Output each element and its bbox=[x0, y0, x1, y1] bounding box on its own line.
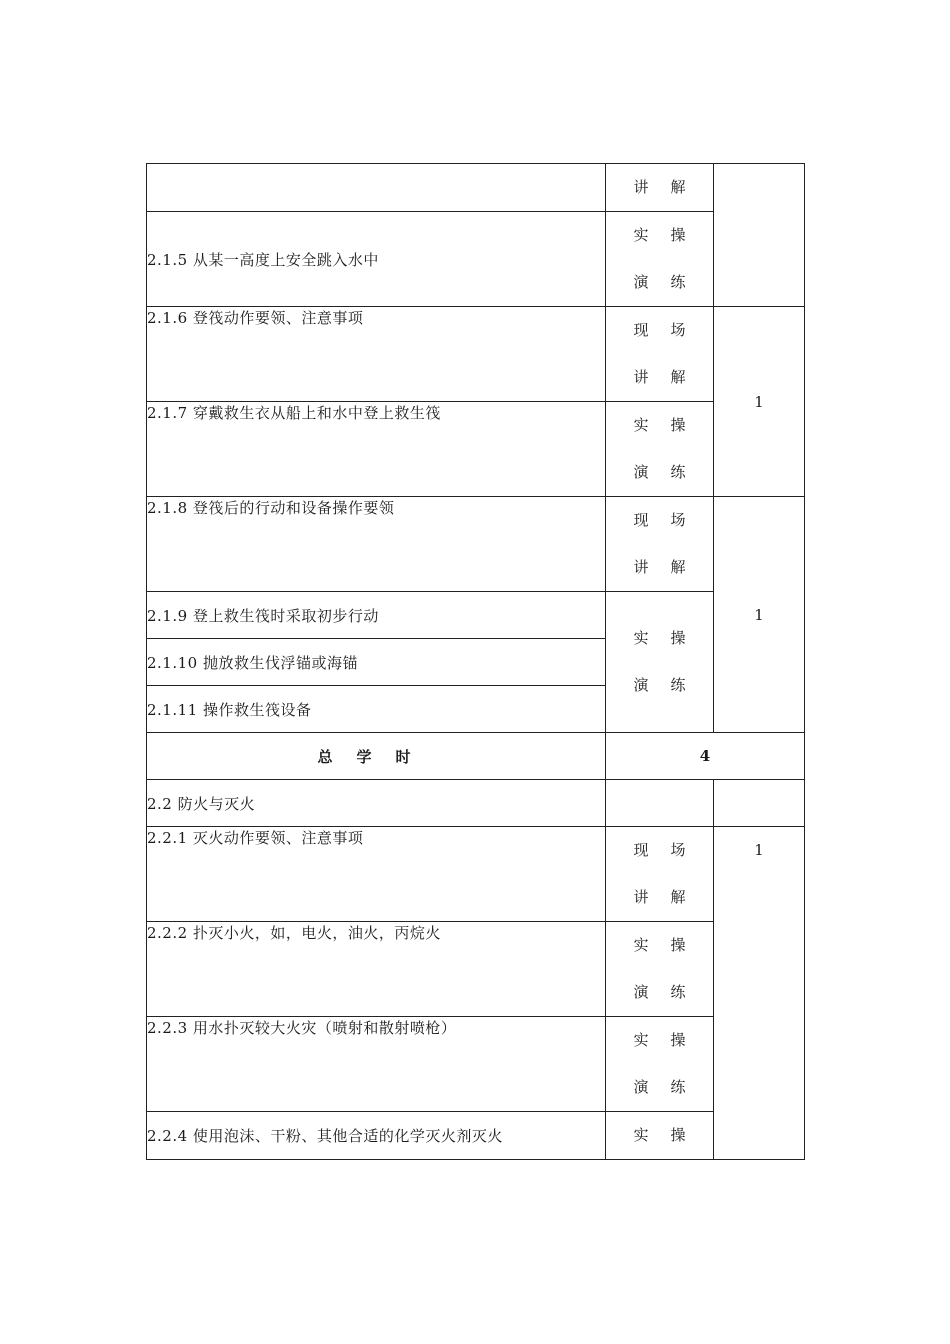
hours-cell: 1 bbox=[714, 307, 805, 497]
table-row bbox=[147, 922, 805, 1017]
table-row bbox=[147, 212, 805, 307]
method-cell bbox=[606, 780, 714, 827]
method-line: 讲解 bbox=[633, 178, 708, 196]
hours-cell bbox=[714, 164, 805, 307]
method-line: 现场 bbox=[633, 841, 708, 859]
topic-cell: 2.1.11 操作救生筏设备 bbox=[147, 686, 606, 733]
course-table bbox=[146, 163, 805, 1160]
total-hours-label: 总学时 bbox=[147, 733, 606, 780]
table-row bbox=[147, 1017, 805, 1112]
table-row bbox=[147, 1112, 805, 1160]
method-line: 实操 bbox=[633, 629, 708, 647]
hours-cell: 1 bbox=[714, 827, 805, 1160]
method-line: 演练 bbox=[633, 676, 708, 694]
section-heading: 2.2 防火与灭火 bbox=[147, 780, 606, 827]
topic-cell: 2.1.9 登上救生筏时采取初步行动 bbox=[147, 592, 606, 639]
hours-cell: 1 bbox=[714, 497, 805, 733]
method-cell bbox=[606, 307, 714, 402]
table-row bbox=[147, 780, 805, 827]
method-line: 实操 bbox=[633, 936, 708, 954]
topic-cell: 2.1.10 抛放救生伐浮锚或海锚 bbox=[147, 639, 606, 686]
method-line: 实操 bbox=[633, 1031, 708, 1049]
table-row bbox=[147, 592, 805, 639]
table-row bbox=[147, 497, 805, 592]
method-line: 实操 bbox=[633, 416, 708, 434]
method-cell bbox=[606, 592, 714, 733]
method-line: 现场 bbox=[633, 321, 708, 339]
method-line: 实操 bbox=[633, 1126, 708, 1144]
method-line: 演练 bbox=[633, 1078, 708, 1096]
method-cell bbox=[606, 402, 714, 497]
method-cell bbox=[606, 922, 714, 1017]
topic-cell: 2.2.1 灭火动作要领、注意事项 bbox=[147, 827, 606, 922]
total-hours-value: 4 bbox=[606, 733, 805, 780]
method-cell bbox=[606, 164, 714, 212]
topic-cell: 2.2.3 用水扑灭较大火灾（喷射和散射喷枪） bbox=[147, 1017, 606, 1112]
method-line: 演练 bbox=[633, 463, 708, 481]
method-line: 现场 bbox=[633, 511, 708, 529]
topic-cell: 2.2.4 使用泡沫、干粉、其他合适的化学灭火剂灭火 bbox=[147, 1112, 606, 1160]
method-line: 实操 bbox=[633, 226, 708, 244]
method-cell bbox=[606, 212, 714, 307]
topic-cell: 2.1.5 从某一高度上安全跳入水中 bbox=[147, 212, 606, 307]
method-line: 讲解 bbox=[633, 888, 708, 906]
hours-cell bbox=[714, 780, 805, 827]
method-line: 演练 bbox=[633, 273, 708, 291]
method-line: 演练 bbox=[633, 983, 708, 1001]
table-row bbox=[147, 164, 805, 212]
method-line: 讲解 bbox=[633, 368, 708, 386]
topic-cell: 2.2.2 扑灭小火，如，电火，油火，丙烷火 bbox=[147, 922, 606, 1017]
method-cell bbox=[606, 497, 714, 592]
table-row bbox=[147, 307, 805, 402]
topic-cell: 2.1.8 登筏后的行动和设备操作要领 bbox=[147, 497, 606, 592]
table-row bbox=[147, 402, 805, 497]
topic-cell: 2.1.6 登筏动作要领、注意事项 bbox=[147, 307, 606, 402]
table-row bbox=[147, 827, 805, 922]
method-line: 讲解 bbox=[633, 558, 708, 576]
method-cell bbox=[606, 1112, 714, 1160]
method-cell bbox=[606, 827, 714, 922]
topic-cell bbox=[147, 164, 606, 212]
topic-cell: 2.1.7 穿戴救生衣从船上和水中登上救生筏 bbox=[147, 402, 606, 497]
method-cell bbox=[606, 1017, 714, 1112]
table-row bbox=[147, 733, 805, 780]
